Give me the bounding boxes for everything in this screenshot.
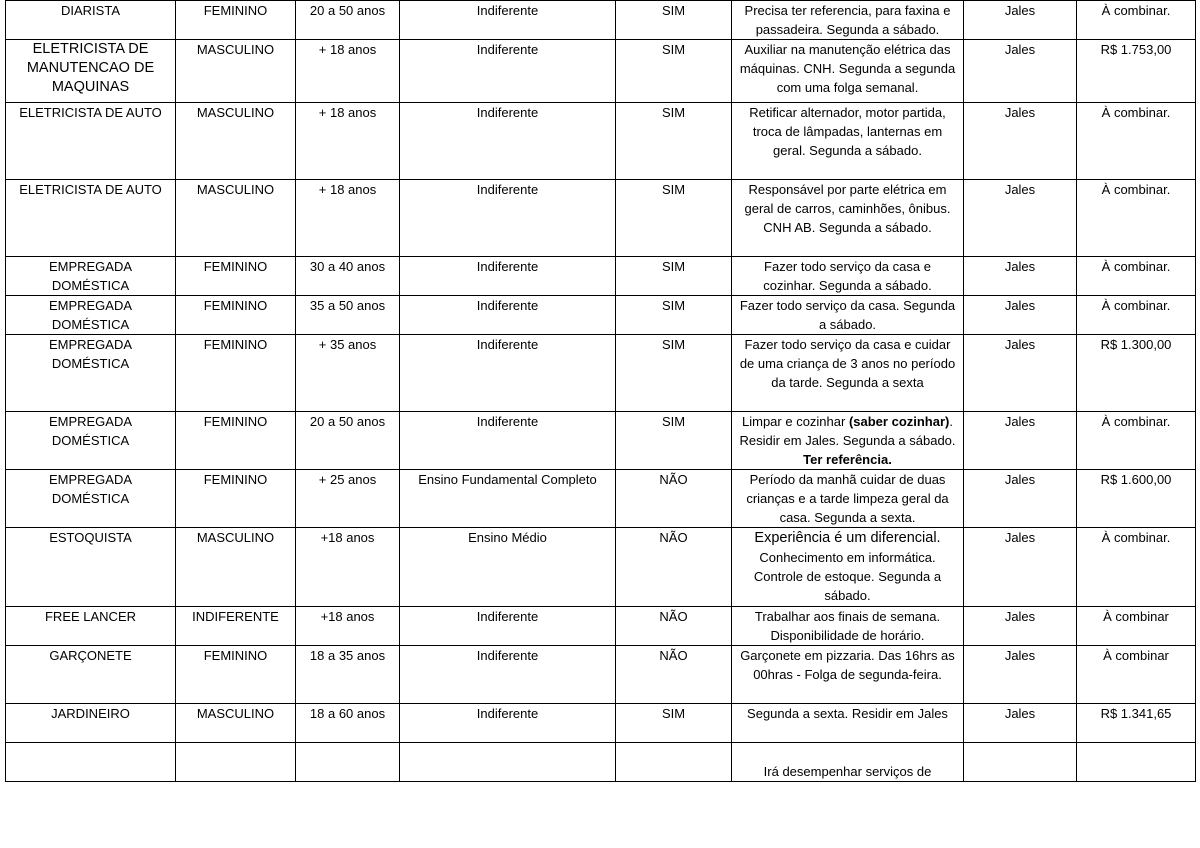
- occupation-cell: EMPREGADA DOMÉSTICA: [6, 335, 176, 412]
- city-cell: Jales: [964, 103, 1077, 180]
- sex-cell: FEMININO: [176, 1, 296, 40]
- city-cell: Jales: [964, 335, 1077, 412]
- experience-cell: SIM: [616, 412, 732, 470]
- salary-cell: R$ 1.341,65: [1077, 704, 1196, 743]
- description-text: [749, 105, 946, 158]
- description-text: [740, 648, 955, 682]
- salary-cell: R$ 1.300,00: [1077, 335, 1196, 412]
- description-segment: Ter referência.: [803, 452, 892, 467]
- age-cell: 30 a 40 anos: [296, 257, 400, 296]
- table-row: [6, 180, 1196, 257]
- city-cell: Jales: [964, 296, 1077, 335]
- schooling-cell: Indiferente: [400, 646, 616, 704]
- experience-cell: SIM: [616, 1, 732, 40]
- age-cell: [296, 743, 400, 782]
- city-cell: Jales: [964, 412, 1077, 470]
- city-cell: Jales: [964, 607, 1077, 646]
- age-cell: 20 a 50 anos: [296, 412, 400, 470]
- schooling-cell: Indiferente: [400, 40, 616, 103]
- occupation-cell: GARÇONETE: [6, 646, 176, 704]
- description-cell: [732, 296, 964, 335]
- age-cell: + 18 anos: [296, 40, 400, 103]
- table-row: [6, 335, 1196, 412]
- city-cell: Jales: [964, 40, 1077, 103]
- age-cell: + 18 anos: [296, 103, 400, 180]
- description-text: [740, 337, 955, 390]
- description-text: [740, 42, 955, 95]
- sex-cell: FEMININO: [176, 470, 296, 528]
- age-cell: 35 a 50 anos: [296, 296, 400, 335]
- occupation-cell: ELETRICISTA DE AUTO: [6, 103, 176, 180]
- occupation-cell: JARDINEIRO: [6, 704, 176, 743]
- occupation-cell: EMPREGADA DOMÉSTICA: [6, 412, 176, 470]
- experience-cell: SIM: [616, 296, 732, 335]
- schooling-cell: Ensino Fundamental Completo: [400, 470, 616, 528]
- age-cell: 18 a 35 anos: [296, 646, 400, 704]
- salary-cell: À combinar.: [1077, 296, 1196, 335]
- description-cell: [732, 103, 964, 180]
- table-row: [6, 743, 1196, 782]
- description-text: [745, 3, 951, 37]
- age-cell: + 25 anos: [296, 470, 400, 528]
- experience-cell: SIM: [616, 40, 732, 103]
- table-row: [6, 40, 1196, 103]
- description-cell: [732, 743, 964, 782]
- salary-cell: R$ 1.600,00: [1077, 470, 1196, 528]
- description-text: [740, 298, 955, 332]
- experience-cell: NÃO: [616, 646, 732, 704]
- schooling-cell: Indiferente: [400, 103, 616, 180]
- job-vacancies-table: [5, 0, 1196, 782]
- description-segment: Conhecimento em informática. Controle de estoque. Segunda a sábado.: [753, 550, 942, 603]
- description-cell: [732, 470, 964, 528]
- occupation-cell: FREE LANCER: [6, 607, 176, 646]
- salary-cell: À combinar.: [1077, 1, 1196, 40]
- description-text: [755, 609, 940, 643]
- experience-cell: SIM: [616, 103, 732, 180]
- sex-cell: FEMININO: [176, 412, 296, 470]
- city-cell: [964, 743, 1077, 782]
- sex-cell: FEMININO: [176, 257, 296, 296]
- schooling-cell: Indiferente: [400, 412, 616, 470]
- salary-cell: À combinar: [1077, 607, 1196, 646]
- city-cell: Jales: [964, 704, 1077, 743]
- age-cell: + 18 anos: [296, 180, 400, 257]
- description-segment: Limpar e cozinhar: [742, 414, 849, 429]
- age-cell: +18 anos: [296, 607, 400, 646]
- description-text: [763, 259, 931, 293]
- age-cell: + 35 anos: [296, 335, 400, 412]
- table-row: [6, 257, 1196, 296]
- description-cell: [732, 646, 964, 704]
- age-cell: 20 a 50 anos: [296, 1, 400, 40]
- salary-cell: À combinar.: [1077, 412, 1196, 470]
- sex-cell: [176, 743, 296, 782]
- table-row: [6, 646, 1196, 704]
- table-row: [6, 296, 1196, 335]
- sex-cell: FEMININO: [176, 296, 296, 335]
- occupation-cell: ELETRICISTA DE AUTO: [6, 180, 176, 257]
- occupation-cell: ELETRICISTA DE MANUTENCAO DE MAQUINAS: [6, 40, 176, 103]
- city-cell: Jales: [964, 180, 1077, 257]
- salary-cell: À combinar: [1077, 646, 1196, 704]
- description-text: [739, 414, 955, 467]
- table-row: [6, 1, 1196, 40]
- description-cell: [732, 1, 964, 40]
- description-segment: Experiência é um diferencial.: [754, 530, 941, 546]
- description-segment: . Residir em Jales. Segunda a sábado.: [739, 414, 956, 448]
- table-row: [6, 704, 1196, 743]
- salary-cell: À combinar.: [1077, 180, 1196, 257]
- description-text: [747, 706, 948, 721]
- table-row: [6, 470, 1196, 528]
- salary-cell: À combinar.: [1077, 257, 1196, 296]
- description-segment: Trabalhar aos finais de semana. Disponibilidade de horário.: [754, 609, 941, 643]
- description-cell: [732, 704, 964, 743]
- city-cell: Jales: [964, 257, 1077, 296]
- age-cell: +18 anos: [296, 528, 400, 607]
- experience-cell: SIM: [616, 704, 732, 743]
- sex-cell: INDIFERENTE: [176, 607, 296, 646]
- sex-cell: FEMININO: [176, 646, 296, 704]
- salary-cell: À combinar.: [1077, 103, 1196, 180]
- schooling-cell: Indiferente: [400, 296, 616, 335]
- description-segment: Fazer todo serviço da casa e cuidar de uma criança de 3 anos no período da tarde. Segunda a sexta: [739, 337, 956, 390]
- city-cell: Jales: [964, 646, 1077, 704]
- experience-cell: NÃO: [616, 607, 732, 646]
- sex-cell: MASCULINO: [176, 528, 296, 607]
- description-cell: [732, 412, 964, 470]
- table-row: [6, 607, 1196, 646]
- schooling-cell: [400, 743, 616, 782]
- occupation-cell: EMPREGADA DOMÉSTICA: [6, 257, 176, 296]
- city-cell: Jales: [964, 1, 1077, 40]
- description-cell: [732, 607, 964, 646]
- salary-cell: À combinar.: [1077, 528, 1196, 607]
- job-rows: [6, 1, 1196, 782]
- description-segment: Precisa ter referencia, para faxina e passadeira. Segunda a sábado.: [744, 3, 951, 37]
- experience-cell: NÃO: [616, 528, 732, 607]
- age-cell: 18 a 60 anos: [296, 704, 400, 743]
- sex-cell: MASCULINO: [176, 40, 296, 103]
- experience-cell: SIM: [616, 335, 732, 412]
- description-text: [745, 182, 951, 235]
- schooling-cell: Indiferente: [400, 335, 616, 412]
- description-segment: Auxiliar na manutenção elétrica das máquinas. CNH. Segunda a segunda com uma folga semanal.: [739, 42, 956, 95]
- city-cell: Jales: [964, 528, 1077, 607]
- description-segment: Responsável por parte elétrica em geral de carros, caminhões, ônibus. CNH AB. Segunda a sábado.: [744, 182, 951, 235]
- experience-cell: NÃO: [616, 470, 732, 528]
- experience-cell: SIM: [616, 180, 732, 257]
- description-cell: [732, 257, 964, 296]
- salary-cell: R$ 1.753,00: [1077, 40, 1196, 103]
- description-segment: Segunda a sexta. Residir em Jales: [747, 706, 948, 721]
- city-cell: Jales: [964, 470, 1077, 528]
- description-segment: Garçonete em pizzaria. Das 16hrs as 00hras - Folga de segunda-feira.: [740, 648, 955, 682]
- description-cell: [732, 528, 964, 607]
- schooling-cell: Indiferente: [400, 180, 616, 257]
- schooling-cell: Indiferente: [400, 257, 616, 296]
- description-segment: Irá desempenhar serviços de: [763, 764, 932, 779]
- experience-cell: SIM: [616, 257, 732, 296]
- salary-cell: [1077, 743, 1196, 782]
- table-row: [6, 412, 1196, 470]
- occupation-cell: EMPREGADA DOMÉSTICA: [6, 470, 176, 528]
- description-segment: Fazer todo serviço da casa e cozinhar. Segunda a sábado.: [763, 259, 932, 293]
- description-text: [754, 530, 941, 603]
- table-row: [6, 528, 1196, 607]
- description-segment: Período da manhã cuidar de duas crianças e a tarde limpeza geral da casa. Segunda a sexta.: [746, 472, 949, 525]
- sex-cell: FEMININO: [176, 335, 296, 412]
- description-segment: Fazer todo serviço da casa. Segunda a sábado.: [739, 298, 956, 332]
- description-cell: [732, 335, 964, 412]
- description-text: [746, 472, 948, 525]
- schooling-cell: Indiferente: [400, 607, 616, 646]
- description-cell: [732, 180, 964, 257]
- description-segment: (saber cozinhar): [848, 414, 950, 429]
- table-row: [6, 103, 1196, 180]
- schooling-cell: Indiferente: [400, 1, 616, 40]
- occupation-cell: DIARISTA: [6, 1, 176, 40]
- schooling-cell: Ensino Médio: [400, 528, 616, 607]
- sex-cell: MASCULINO: [176, 180, 296, 257]
- schooling-cell: Indiferente: [400, 704, 616, 743]
- description-segment: Retificar alternador, motor partida, troca de lâmpadas, lanternas em geral. Segunda a sábado.: [749, 105, 946, 158]
- spacer: [738, 743, 957, 762]
- experience-cell: [616, 743, 732, 782]
- sex-cell: MASCULINO: [176, 103, 296, 180]
- description-text: [738, 743, 957, 779]
- occupation-cell: [6, 743, 176, 782]
- sex-cell: MASCULINO: [176, 704, 296, 743]
- occupation-cell: ESTOQUISTA: [6, 528, 176, 607]
- description-cell: [732, 40, 964, 103]
- occupation-cell: EMPREGADA DOMÉSTICA: [6, 296, 176, 335]
